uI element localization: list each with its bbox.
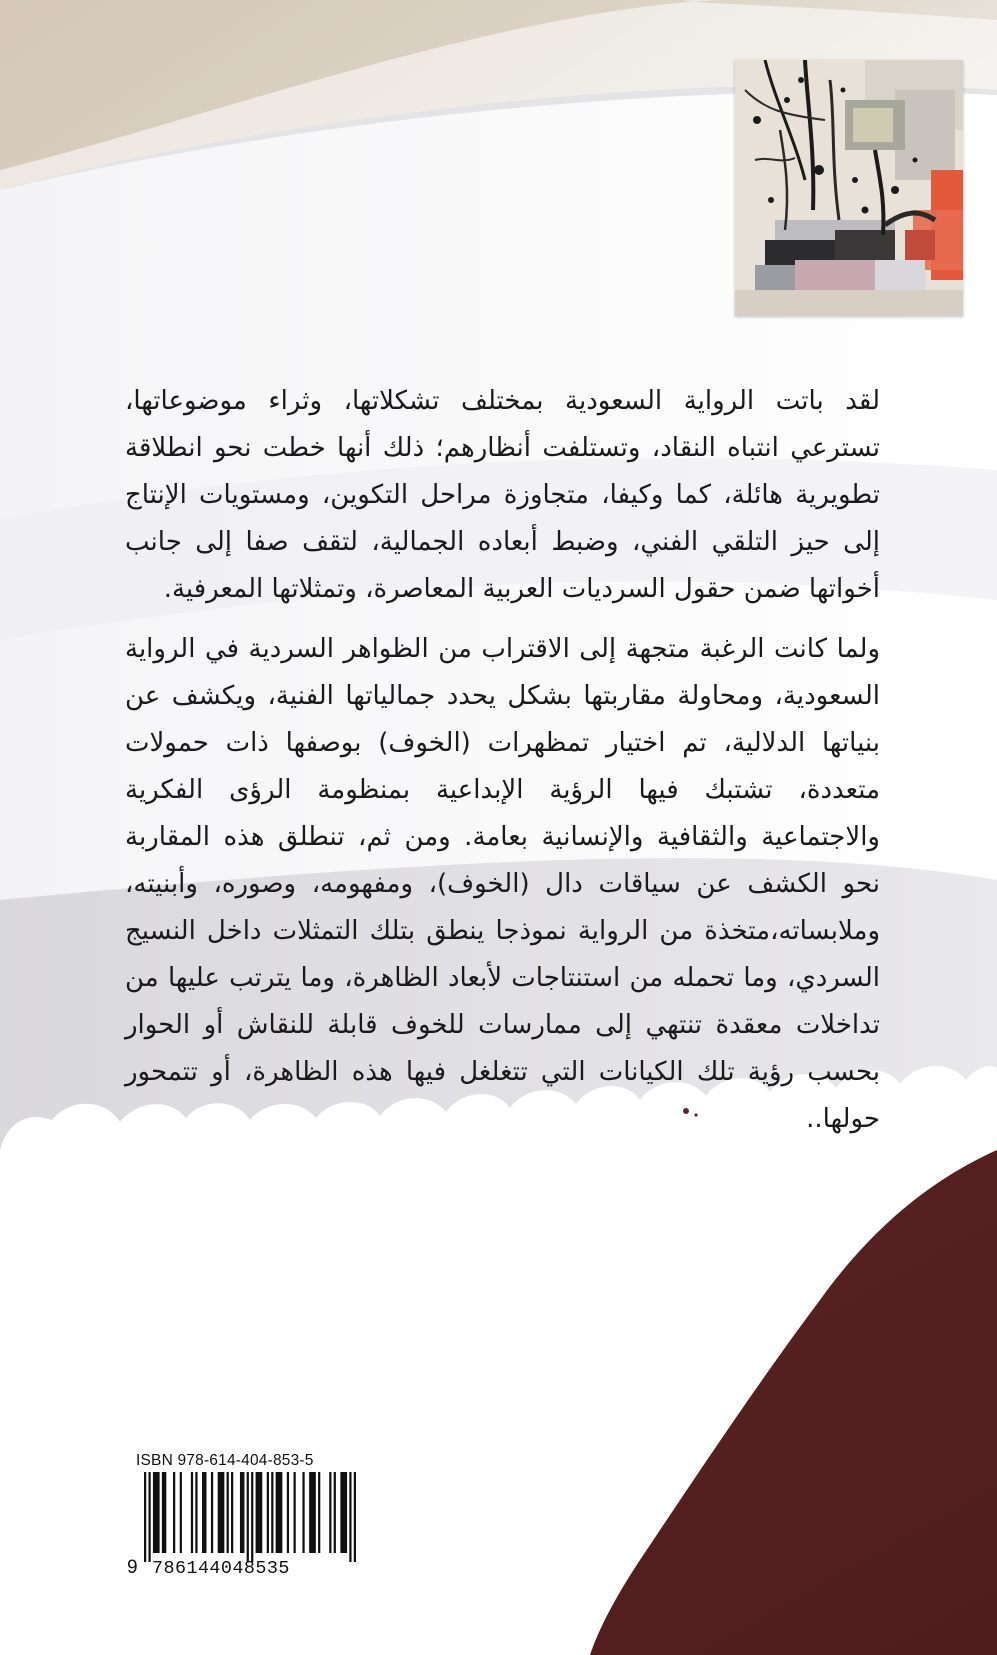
abstract-painting-icon <box>735 60 963 316</box>
barcode-bar <box>354 1472 356 1562</box>
barcode-bar <box>211 1472 213 1553</box>
barcode-bar <box>191 1472 193 1553</box>
barcode-bar <box>302 1472 304 1553</box>
barcode-bar <box>231 1472 233 1553</box>
barcode-bar <box>287 1472 289 1553</box>
barcode-bar <box>334 1472 336 1553</box>
barcode-bar <box>256 1472 263 1553</box>
barcode-bar <box>349 1472 351 1562</box>
barcode-bar <box>202 1472 206 1553</box>
barcode-bar <box>173 1472 175 1553</box>
barcode-bar <box>227 1472 229 1553</box>
barcode-bar <box>267 1472 269 1553</box>
barcode-bar <box>294 1472 296 1553</box>
barcode-bar <box>180 1472 182 1553</box>
barcode-icon <box>144 1472 356 1562</box>
barcode-bar <box>148 1472 150 1562</box>
barcode-bar <box>195 1472 197 1553</box>
isbn-label: ISBN 978-614-404-853-5 <box>136 1452 314 1469</box>
barcode-bar <box>276 1472 283 1553</box>
barcode-bar <box>153 1472 160 1553</box>
barcode-bar <box>162 1472 166 1553</box>
blurb-paragraph-2: ولما كانت الرغبة متجهة إلى الاقتراب من الظواهر السردية في الرواية السعودية، ومحاولة مقاربتها بشكل يحدد جمالياتها الفنية، ويكشف عن بنياتها الدلالية، تم اختيار تمظهرات (الخوف) بوصفها ذات حمولات متعددة، تشتبك فيها الرؤية الإبداعية بمنظومة الرؤى الفكرية والاجتماعية والثقافية والإنسانية بعامة. ومن ثم، تنطلق هذه المقاربة نحو الكشف عن سياقات دال (الخوف)، ومفهومه، وصوره، وأبنيته، وملابساته،متخذة من الرواية نموذجا ينطق بتلك التمثلات داخل النسيج السردي، وما تحمله من استنتاجات لأبعاد الظاهرة، وما يترتب عليها من تداخلات معقدة تنتهي إلى ممارسات للخوف قابلة للنقاش أو الحوار بحسب رؤية تلك الكيانات التي تتغلغل فيها هذه الظاهرة، أو تتمحور حولها.. <box>125 634 880 1134</box>
blurb-paragraph-1: لقد باتت الرواية السعودية بمختلف تشكلاتها، وثراء موضوعاتها، تسترعي انتباه النقاد، وتستلفت أنظارهم؛ ذلك أنها خطت نحو انطلاقة تطويرية هائلة، كما وكيفا، متجاوزة مراحل التكوين، ومستويات الإنتاج إلى حيز التلقي الفني، وضبط أبعاده الجمالية، لتقف صفا إلى جانب أخواتها ضمن حقول السرديات العربية المعاصرة، وتمثلاتها المعرفية. <box>125 386 880 604</box>
barcode-bar <box>251 1472 253 1562</box>
barcode-bar <box>144 1472 146 1562</box>
barcode-bar <box>340 1472 347 1553</box>
barcode-bar <box>309 1472 316 1553</box>
cover-thumbnail <box>735 60 963 316</box>
barcode-bar <box>318 1472 320 1553</box>
barcode-bar <box>240 1472 244 1553</box>
ean-first-digit: 9 <box>127 1557 138 1578</box>
ean-digits: 786144048535 <box>152 1558 290 1579</box>
barcode-bar <box>247 1472 249 1562</box>
barcode-bars <box>144 1472 356 1562</box>
barcode-bar <box>329 1472 331 1553</box>
barcode-bar <box>218 1472 225 1553</box>
barcode-bar <box>271 1472 273 1553</box>
